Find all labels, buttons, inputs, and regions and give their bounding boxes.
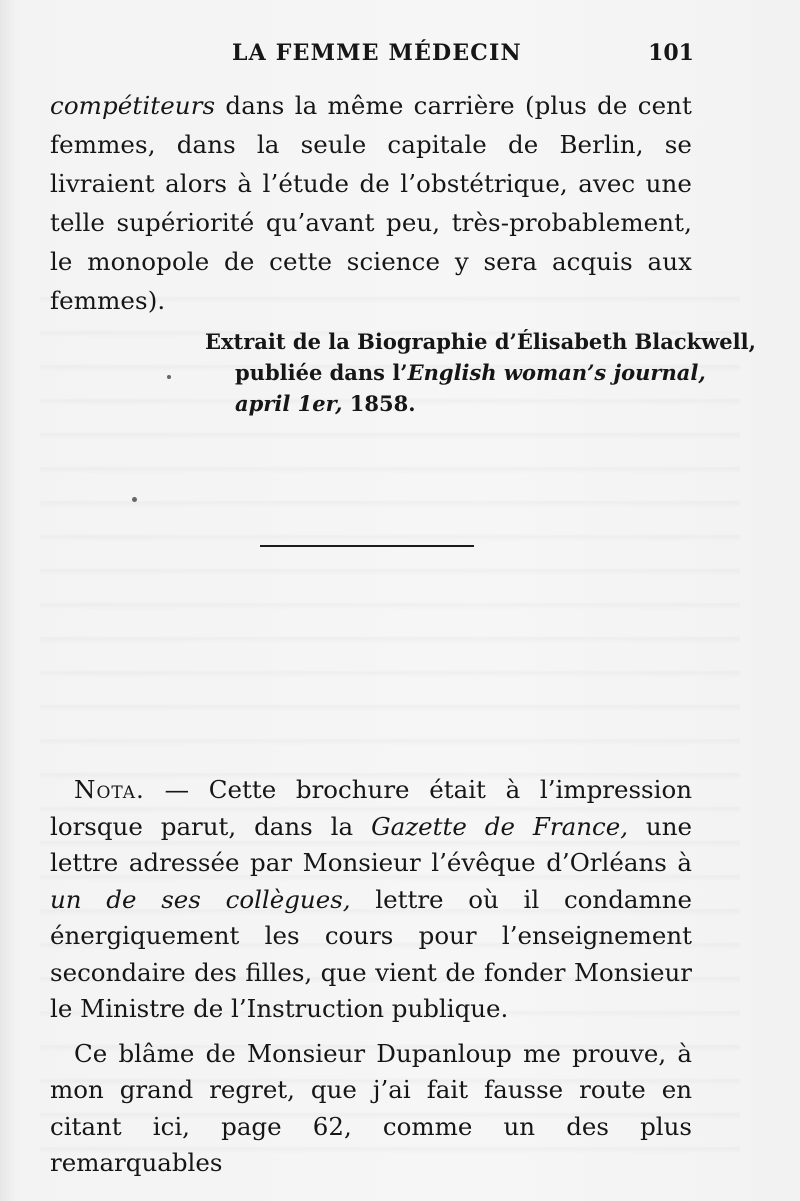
nota-italic-phrase: un de ses collègues,	[50, 884, 351, 914]
running-title: LA FEMME MÉDECIN	[232, 40, 522, 66]
citation-line-2	[205, 357, 706, 388]
page-header	[48, 40, 698, 70]
nota-gazette: Gazette de France,	[371, 811, 628, 841]
italic-word: compétiteurs	[50, 91, 216, 120]
nota-paragraph-1	[50, 772, 692, 1028]
citation-published-prefix: publiée dans l’	[235, 360, 408, 385]
paragraph-body: dans la même carrière (plus de cent femmes, dans la seule capitale de Berlin, se livraient alors à l’étude de l’obstétrique, avec une telle supériorité qu’avant peu, très-probablement, le monopole de cette science y sera acquis aux femmes).	[50, 91, 692, 315]
nota-paragraph-2: Ce blâme de Monsieur Dupanloup me prouve, à mon grand regret, que j’ai fait fausse route en citant ici, page 62, comme un des plus remarquables	[50, 1038, 692, 1177]
nota-text-c: lettre où il condamne énergiquement les cours pour l’enseignement secondaire des filles, que vient de fonder Monsieur le Ministre de l’Instruction publique.	[50, 884, 692, 1023]
nota-text-b: une lettre adressée par Monsieur l’évêque d’Orléans à	[50, 811, 692, 877]
opening-paragraph	[50, 86, 692, 320]
citation-date: april 1er,	[235, 391, 343, 416]
citation-journal: English woman’s journal,	[407, 360, 706, 385]
page-speck-2	[167, 375, 171, 379]
section-divider	[260, 545, 474, 547]
nota-label: Nota.	[74, 775, 145, 804]
page-speck-1	[132, 497, 137, 502]
nota-section	[50, 772, 692, 1190]
citation-line-3	[205, 388, 695, 419]
nota-text-a: — Cette brochure était à l’impression lorsque parut, dans la	[50, 775, 692, 841]
citation-year: 1858.	[342, 391, 416, 416]
opening-paragraph-text	[50, 86, 692, 320]
source-citation	[205, 326, 756, 419]
page-number: 101	[648, 40, 694, 66]
citation-line-1: Extrait de la Biographie d’Élisabeth Blackwell,	[205, 329, 756, 354]
